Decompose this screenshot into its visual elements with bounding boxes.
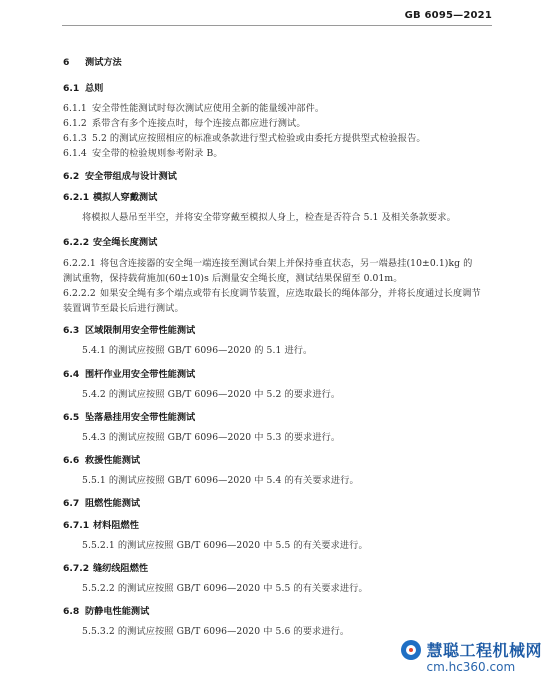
section-number: 6.2.2 [63,237,90,248]
clause-number: 6.2.2.2 [63,288,96,299]
clause-6-2-2-1-line-2: 测试重物，保持载荷施加(60±10)s 后测量安全绳长度，测试结果保留至 0.01m。 [63,273,403,284]
section-number: 6.4 [63,369,80,380]
clause-6-1-2 [63,115,306,129]
section-6-2-heading [63,168,177,182]
clause-number: 6.1.3 [63,133,87,144]
section-6-3-heading [63,322,195,336]
clause-6-2-2-2-line-1 [63,285,481,299]
section-6-7-1-heading [63,517,139,531]
clause-text: 安全带的检验规则参考附录 B。 [92,148,223,159]
section-6-5-heading [63,409,195,423]
clause-6-2-2-2-line-2: 装置调节至最长后进行测试。 [63,303,184,314]
section-6-7-heading [63,495,140,509]
section-title: 阻燃性能测试 [85,498,141,509]
clause-6-1-1 [63,100,324,114]
clause-text: 安全带性能测试时每次测试应使用全新的能量缓冲部件。 [92,103,325,114]
section-6-1-heading [63,80,103,94]
section-6-4-body: 5.4.2 的测试应按照 GB/T 6096—2020 中 5.2 的要求进行。 [82,389,341,400]
section-number: 6 [63,57,70,68]
clause-6-2-2-1-line-1 [63,255,472,269]
clause-6-1-3 [63,130,426,144]
section-number: 6.7 [63,498,80,509]
section-number: 6.7.2 [63,563,90,574]
section-6-7-1-body: 5.5.2.1 的测试应按照 GB/T 6096—2020 中 5.5 的有关要求进行。 [82,540,368,551]
clause-text: 将包含连接器的安全绳一端连接至测试台架上并保持垂直状态，另一端悬挂(10±0.1)kg 的 [100,258,473,269]
section-6-5-body: 5.4.3 的测试应按照 GB/T 6096—2020 中 5.3 的要求进行。 [82,432,341,443]
section-title: 缝纫线阻燃性 [93,563,149,574]
section-6-2-2-heading [63,234,157,248]
section-number: 6.2.1 [63,192,90,203]
section-title: 测试方法 [85,57,122,68]
section-6-6-body: 5.5.1 的测试应按照 GB/T 6096—2020 中 5.4 的有关要求进行。 [82,475,359,486]
standard-code: GB 6095—2021 [404,10,492,21]
section-title: 安全绳长度测试 [93,237,158,248]
section-title: 围杆作业用安全带性能测试 [85,369,196,380]
section-title: 区域限制用安全带性能测试 [85,325,196,336]
section-6-heading [63,54,122,68]
header-rule [62,25,492,26]
clause-number: 6.1.4 [63,148,87,159]
section-6-6-heading [63,452,140,466]
watermark-url: cm.hc360.com [426,660,516,674]
clause-number: 6.2.2.1 [63,258,96,269]
watermark-name: 慧聪工程机械网 [426,641,542,660]
section-title: 总则 [85,83,104,94]
section-6-7-2-heading [63,560,148,574]
section-title: 模拟人穿戴测试 [93,192,158,203]
section-6-4-heading [63,366,195,380]
section-6-2-1-heading [63,189,157,203]
section-number: 6.7.1 [63,520,90,531]
section-title: 坠落悬挂用安全带性能测试 [85,412,196,423]
section-title: 材料阻燃性 [93,520,139,531]
section-number: 6.6 [63,455,80,466]
clause-text: 如果安全绳有多个端点或带有长度调节装置，应选取最长的绳体部分，并将长度通过长度调节 [100,288,481,299]
clause-6-1-4 [63,145,223,159]
site-watermark [401,638,542,674]
section-number: 6.8 [63,606,80,617]
section-6-8-heading [63,603,149,617]
section-number: 6.5 [63,412,80,423]
section-6-2-1-body: 将模拟人悬吊至半空，并将安全带穿戴至模拟人身上，检查是否符合 5.1 及相关条款要求。 [82,212,456,223]
section-6-7-2-body: 5.5.2.2 的测试应按照 GB/T 6096—2020 中 5.5 的有关要求进行。 [82,583,368,594]
section-number: 6.2 [63,171,80,182]
clause-number: 6.1.2 [63,118,87,129]
section-6-8-body: 5.5.3.2 的测试应按照 GB/T 6096—2020 中 5.6 的要求进行。 [82,626,350,637]
section-number: 6.1 [63,83,80,94]
section-title: 安全带组成与设计测试 [85,171,177,182]
section-title: 救援性能测试 [85,455,141,466]
section-number: 6.3 [63,325,80,336]
clause-number: 6.1.1 [63,103,87,114]
hc360-logo-icon [401,640,421,660]
clause-text: 系带含有多个连接点时，每个连接点都应进行测试。 [92,118,306,129]
section-6-3-body: 5.4.1 的测试应按照 GB/T 6096—2020 的 5.1 进行。 [82,345,313,356]
section-title: 防静电性能测试 [85,606,150,617]
clause-text: 5.2 的测试应按照相应的标准或条款进行型式检验或由委托方提供型式检验报告。 [92,133,426,144]
